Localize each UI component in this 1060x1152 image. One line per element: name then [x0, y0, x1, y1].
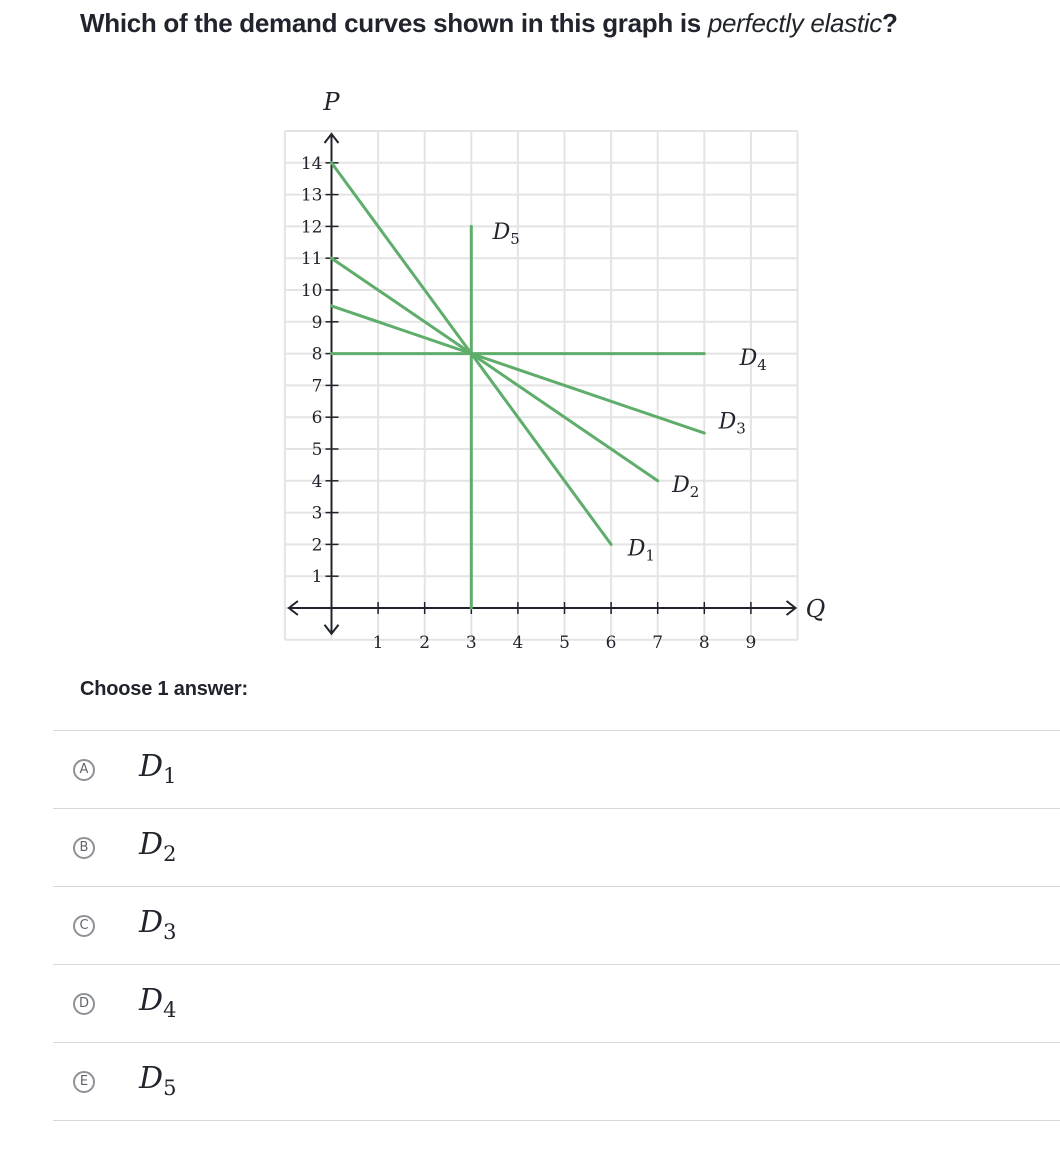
answer-var-b: D [139, 827, 164, 862]
answer-var-e: D [139, 1061, 164, 1096]
y-tick-label: 2 [311, 535, 323, 556]
x-tick-label: 6 [605, 633, 617, 653]
answer-sub-c: 3 [163, 920, 177, 944]
answer-option-e[interactable] [53, 1042, 1060, 1121]
answer-label-a [139, 749, 177, 788]
y-tick-label: 3 [311, 503, 323, 524]
choose-label: Choose 1 answer: [80, 678, 248, 700]
answer-sub-e: 5 [163, 1076, 177, 1100]
y-tick-label: 7 [311, 376, 323, 397]
x-tick-label: 1 [372, 633, 384, 653]
curve-label-d3: $D_3$ [718, 409, 746, 438]
curve-label-d1: $D_1$ [627, 536, 655, 565]
x-tick-label: 2 [419, 633, 431, 653]
choice-letter-a-icon: A [73, 759, 95, 781]
question-suffix: ? [881, 8, 898, 38]
y-tick-label: 8 [311, 344, 323, 365]
choice-letter-e-icon: E [73, 1071, 95, 1093]
answer-option-d[interactable] [53, 964, 1060, 1042]
y-tick-label: 6 [311, 408, 323, 429]
y-tick-label: 1 [311, 567, 323, 588]
y-axis-label: P [323, 88, 340, 116]
x-tick-label: 5 [559, 633, 570, 653]
question-emphasis: perfectly elastic [707, 8, 882, 38]
answer-label-d [139, 983, 177, 1022]
answer-sub-a: 1 [163, 764, 177, 788]
choice-letter-b-icon: B [73, 837, 95, 859]
x-tick-label: 3 [465, 633, 477, 653]
x-tick-label: 8 [698, 633, 710, 653]
y-tick-label: 12 [300, 217, 323, 238]
answer-sub-d: 4 [163, 998, 177, 1022]
curve-d2 [332, 258, 658, 481]
answer-label-e [139, 1061, 177, 1100]
answer-var-c: D [139, 905, 164, 940]
question-prefix: Which of the demand curves shown in this graph is [80, 8, 708, 38]
answer-option-c[interactable] [53, 886, 1060, 964]
y-tick-label: 5 [311, 440, 323, 460]
choice-letter-d-icon: D [73, 993, 95, 1015]
y-tick-label: 14 [300, 153, 323, 174]
answer-var-a: D [139, 749, 164, 784]
x-tick-label: 9 [745, 633, 757, 653]
curve-label-d2: $D_2$ [672, 472, 700, 501]
answer-list [53, 730, 1060, 1121]
curve-label-d4: $D_4$ [739, 345, 767, 374]
answer-label-c [139, 905, 177, 944]
curve-label-d5: $D_5$ [492, 220, 520, 249]
x-tick-label: 4 [512, 633, 524, 653]
answer-sub-b: 2 [163, 842, 177, 866]
answer-var-d: D [139, 983, 164, 1018]
y-tick-label: 10 [300, 281, 323, 301]
y-tick-label: 13 [300, 185, 323, 206]
x-tick-label: 7 [652, 633, 664, 653]
answer-label-b [139, 827, 177, 866]
choice-letter-c-icon: C [73, 915, 95, 937]
answer-option-b[interactable] [53, 808, 1060, 886]
answer-option-a[interactable] [53, 730, 1060, 808]
x-axis-label: Q [805, 595, 826, 623]
y-tick-label: 4 [311, 471, 323, 492]
y-tick-label: 11 [300, 249, 323, 270]
y-tick-label: 9 [311, 312, 323, 333]
